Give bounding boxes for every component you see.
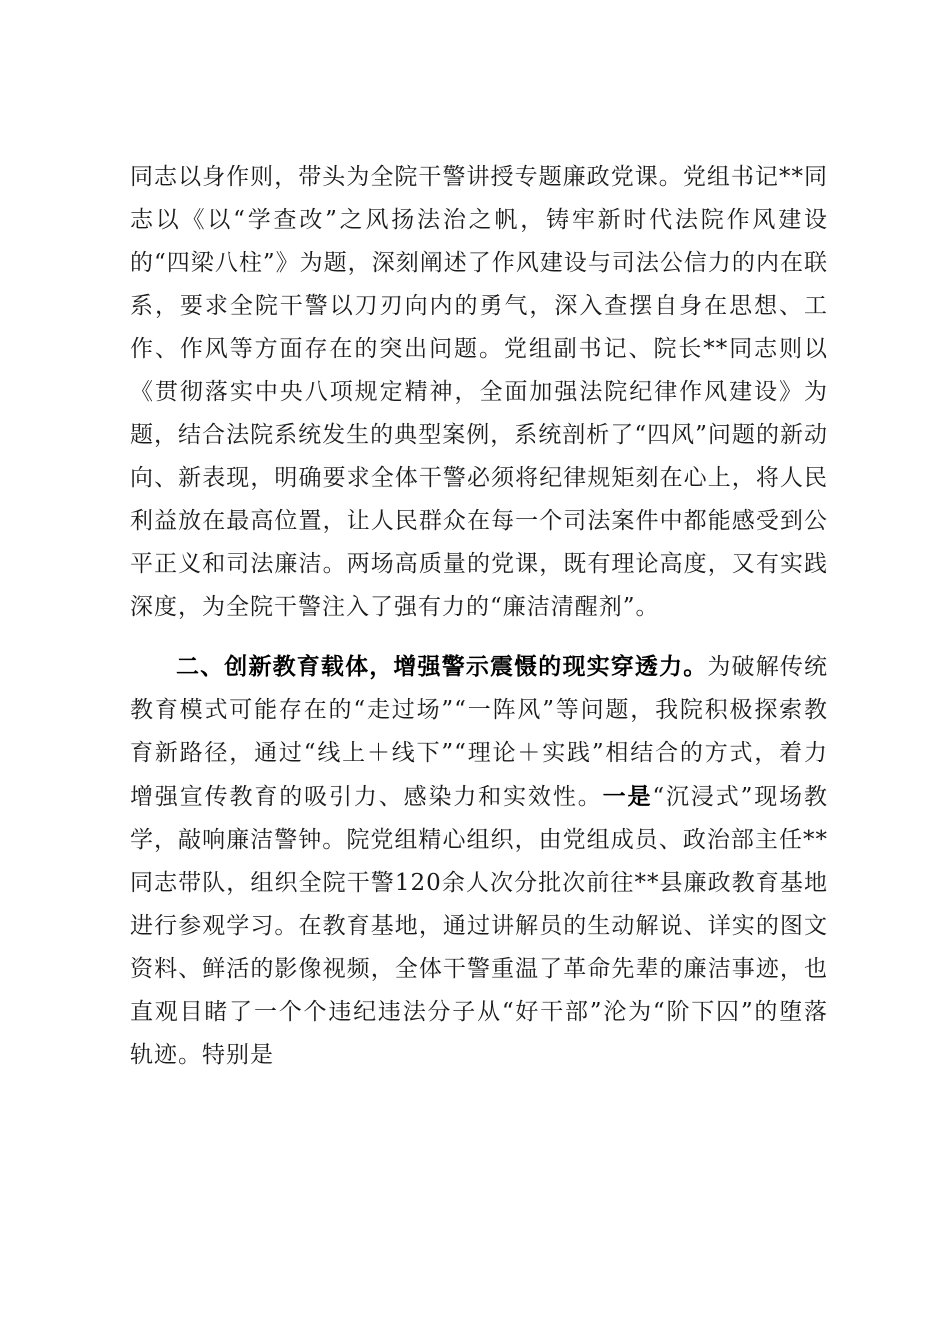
section-heading: 二、创新教育载体，增强警示震慑的现实穿透力。 <box>176 653 708 680</box>
section-innovation-education <box>130 645 828 1077</box>
paragraph-party-lectures: 同志以身作则，带头为全院干警讲授专题廉政党课。党组书记**同志以《以“学查改”之风扬法治之帆，铸牢新时代法院作风建设的“四梁八柱”》为题，深刻阐述了作风建设与司法公信力的内在联系，要求全院干警以刀刃向内的勇气，深入查摆自身在思想、工作、作风等方面存在的突出问题。党组副书记、院长**同志则以《贯彻落实中央八项规定精神，全面加强法院纪律作风建设》为题，结合法院系统发生的典型案例，系统剖析了“四风”问题的新动向、新表现，明确要求全体干警必须将纪律规矩刻在心上，将人民利益放在最高位置，让人民群众在每一个司法案件中都能感受到公平正义和司法廉洁。两场高质量的党课，既有理论高度，又有实践深度，为全院干警注入了强有力的“廉洁清醒剂”。 <box>130 164 828 620</box>
document-body <box>130 156 828 1077</box>
section-intro: 为破解传统教育模式可能存在的“走过场”“一阵风”等问题，我院积极探索教育新路径，通过“线上＋线下”“理论＋实践”相结合的方式，着力增强宣传教育的吸引力、感染力和实效性。 <box>130 654 829 810</box>
point-label: 一是 <box>602 783 653 810</box>
point-text: “沉浸式”现场教学，敲响廉洁警钟。院党组精心组织，由党组成员、政治部主任**同志带队，组织全院干警120余人次分批次前往**县廉政教育基地进行参观学习。在教育基地，通过讲解员的生动解说、详实的图文资料、鲜活的影像视频，全体干警重温了革命先辈的廉洁事迹，也直观目睹了一个个违纪违法分子从“好干部”沦为“阶下囚”的堕落轨迹。特别是 <box>130 784 828 1068</box>
